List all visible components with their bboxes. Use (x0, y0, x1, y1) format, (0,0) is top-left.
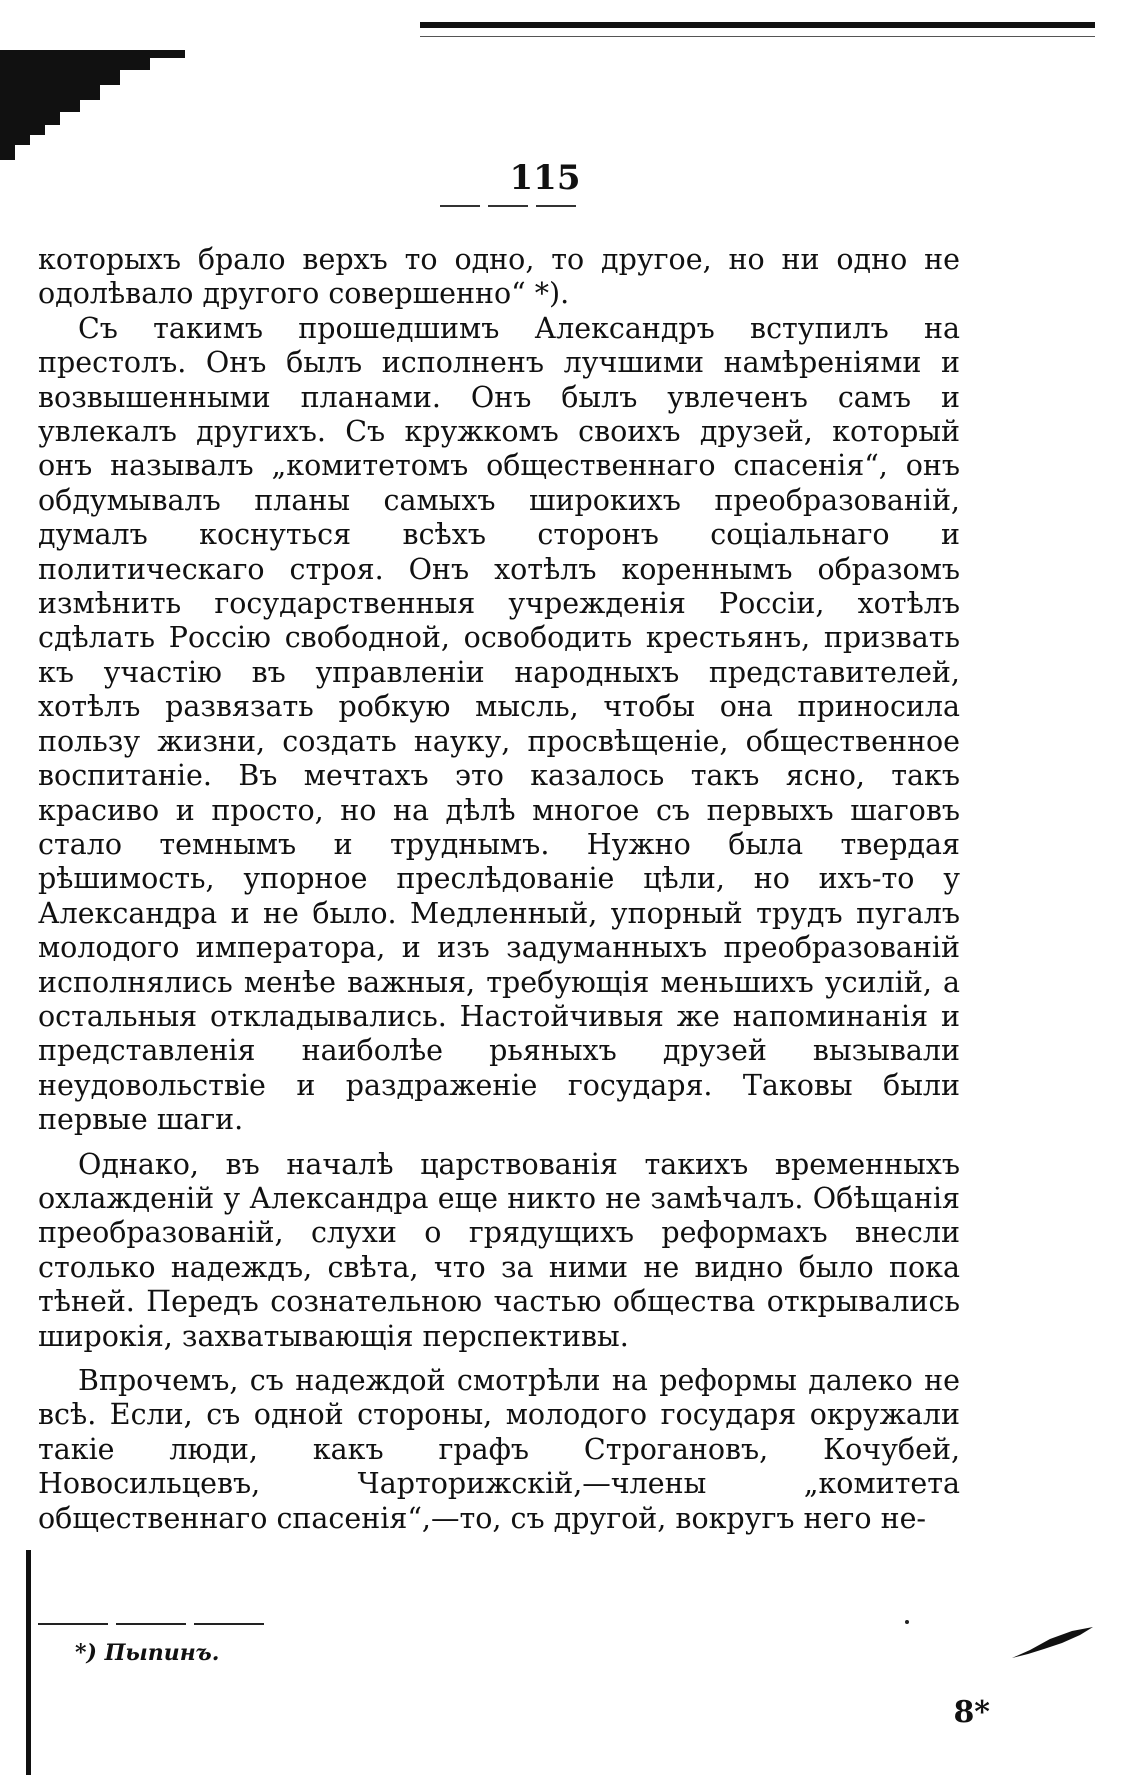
page-number-rule (440, 205, 580, 207)
footnote: *) Пыпинъ. (75, 1640, 220, 1666)
signature-mark: 8* (953, 1695, 990, 1730)
paragraph: Съ такимъ прошедшимъ Александръ вступилъ на престолъ. Онъ былъ исполненъ лучшими намѣреніями и возвышенными планами. Онъ былъ увлеченъ самъ и увлекалъ другихъ. Съ кружкомъ своихъ друзей, который онъ называлъ „комитетомъ общественнаго спасенія“, онъ обдумывалъ планы самыхъ широкихъ преобразованій, думалъ коснуться всѣхъ сторонъ соціальнаго и политическаго строя. Онъ хотѣлъ кореннымъ образомъ измѣнить государственныя учрежденія Россіи, хотѣлъ сдѣлать Россію свободной, освободить крестьянъ, призвать къ участію въ управленіи народныхъ представителей, хотѣлъ развязать робкую мысль, чтобы она приносила пользу жизни, создать науку, просвѣщеніе, общественное воспитаніе. Въ мечтахъ это казалось такъ ясно, такъ красиво и просто, но на дѣлѣ многое съ первыхъ шаговъ стало темнымъ и труднымъ. Нужно была твердая рѣшимость, упорное преслѣдованіе цѣли, но ихъ-то у Александра и не было. Медленный, упорный трудъ пугалъ молодого императора, и изъ задуманныхъ преобразованій исполнялись менѣе важныя, требующія меньшихъ усилій, а остальныя откладывались. Настойчивыя же напоминанія и представленія наиболѣе рьяныхъ друзей вызывали неудовольствіе и раздраженіе государя. Таковы были первые шаги. (38, 311, 960, 1137)
page-number: 115 (509, 158, 581, 198)
scan-dot (905, 1620, 909, 1624)
scan-left-bar (26, 1550, 31, 1775)
top-edge-thin-rule (420, 36, 1095, 37)
top-edge-rule (420, 22, 1095, 28)
quill-mark-icon (1010, 1625, 1095, 1660)
footnote-rule (38, 1623, 268, 1625)
paragraph-continuation: которыхъ брало верхъ то одно, то другое, но ни одно не одолѣвало другого совершенно“ *). (38, 243, 960, 311)
scan-corner-artifact (0, 50, 185, 160)
paragraph: Впрочемъ, съ надеждой смотрѣли на реформы далеко не всѣ. Если, съ одной стороны, молодого государя окружали такіе люди, какъ графъ Строгановъ, Кочубей, Новосильцевъ, Чарторижскій,—члены „комитета общественнаго спасенія“,—то, съ другой, вокругъ него не- (38, 1364, 960, 1535)
body-text (38, 243, 960, 1536)
paragraph: Однако, въ началѣ царствованія такихъ временныхъ охлажденій у Александра еще никто не замѣчалъ. Обѣщанія преобразованій, слухи о грядущихъ реформахъ внесли столько надеждъ, свѣта, что за ними не видно было пока тѣней. Передъ сознательною частью общества открывались широкія, захватывающія перспективы. (38, 1147, 960, 1353)
